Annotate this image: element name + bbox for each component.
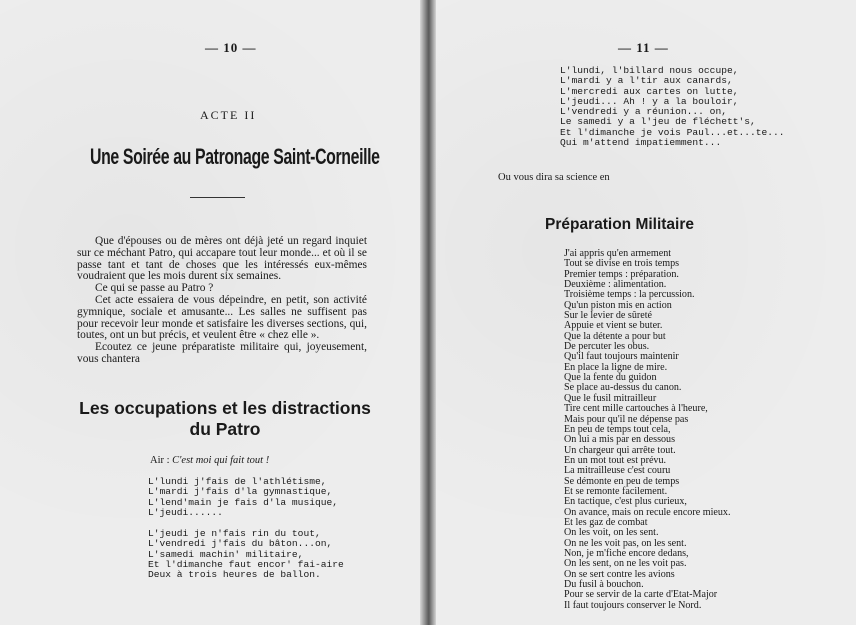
paragraph: Ecoutez ce jeune préparatiste militaire qui, joyeusement, vous chantera xyxy=(77,341,367,365)
poem-intro: Ou vous dira sa science en xyxy=(498,172,610,183)
section-title-line2: du Patro xyxy=(189,419,261,439)
intro-prose xyxy=(77,236,367,366)
paragraph: Ce qui se passe au Patro ? xyxy=(95,282,214,295)
right-page xyxy=(430,0,856,625)
page-title: Une Soirée au Patronage Saint-Corneille xyxy=(90,144,380,169)
section-title xyxy=(60,398,390,440)
paragraph: Cet acte essaiera de vous dépeindre, en petit, son activité gymnique, sociale et amusante... Les salles ne suffisent pas pour recevoir leur monde et satisfaire les diverses sections, qui, toutes, ont un but précis, et veulent être « chez elle ». xyxy=(77,293,367,342)
left-page xyxy=(0,0,426,625)
poem-title: Préparation Militaire xyxy=(545,216,695,233)
song-stanza-3: L'lundi, l'billard nous occupe, L'mardi y a l'tir aux canards, L'mercredi aux cartes on lutte, L'jeudi... Ah ! y a la bouloir, L'vendredi y a réunion... on, Le samedi y a l'jeu de fléchett's, Et l'dimanche je vois Paul...et...te... Qui m'attend impatiemment... xyxy=(560,65,785,149)
page-number-left: — 10 — xyxy=(205,40,257,55)
page-number-right: — 11 — xyxy=(618,40,669,55)
air-line xyxy=(150,455,269,466)
song-stanza-1: L'lundi j'fais de l'athlétisme, L'mardi j'fais d'la gymnastique, L'lend'main je fais d'la musique, L'jeudi...... xyxy=(148,476,338,518)
paragraph: Que d'épouses ou de mères ont déjà jeté un regard inquiet sur ce méchant Patro, qui accapare tout leur monde... et où il se passe tant et tant de choses que les intéressés eux-mêmes voudraient que les mois durent six semaines. xyxy=(77,235,367,283)
act-label: ACTE II xyxy=(200,108,257,122)
air-title: C'est moi qui fait tout ! xyxy=(172,455,270,466)
title-divider xyxy=(190,197,245,198)
section-title-line1: Les occupations et les distractions xyxy=(79,398,371,418)
air-label: Air : xyxy=(150,455,170,466)
song-stanza-2: L'jeudi je n'fais rin du tout, L'vendredi j'fais du bâton...on, L'samedi machin' militaire, Et l'dimanche faut encor' fai-aire Deux à trois heures de ballon. xyxy=(148,528,344,581)
poem-body: J'ai appris qu'en armement Tout se divise en trois temps Premier temps : préparation. Deuxième : alimentation. Troisième temps : la percussion. Qu'un piston mis en action Sur le levier de sûreté Appuie et vient se buter. Que la détente a pour but De percuter les obus. Qu'il faut toujours maintenir En place la ligne de mire. Que la fente du guidon Se place au-dessus du canon. Que le fusil mitrailleur Tire cent mille cartouches à l'heure, Mais pour qu'il ne dépense pas En peu de temps tout cela, On lui a mis par en dessous Un chargeur qui arrête tout. En un mot tout est prévu. La mitrailleuse c'est couru Se démonte en peu de temps Et se remonte facilement. En tactique, c'est plus curieux, On avance, mais on recule encore mieux. Et les gaz de combat On les voit, on les sent. On ne les voit pas, on les sent. Non, je m'fiche encore dedans, On les sent, on ne les voit pas. On se sert contre les avions Du fusil à bouchon. Pour se servir de la carte d'Etat-Major Il faut toujours conserver le Nord. xyxy=(564,248,731,611)
book-gutter xyxy=(420,0,436,625)
